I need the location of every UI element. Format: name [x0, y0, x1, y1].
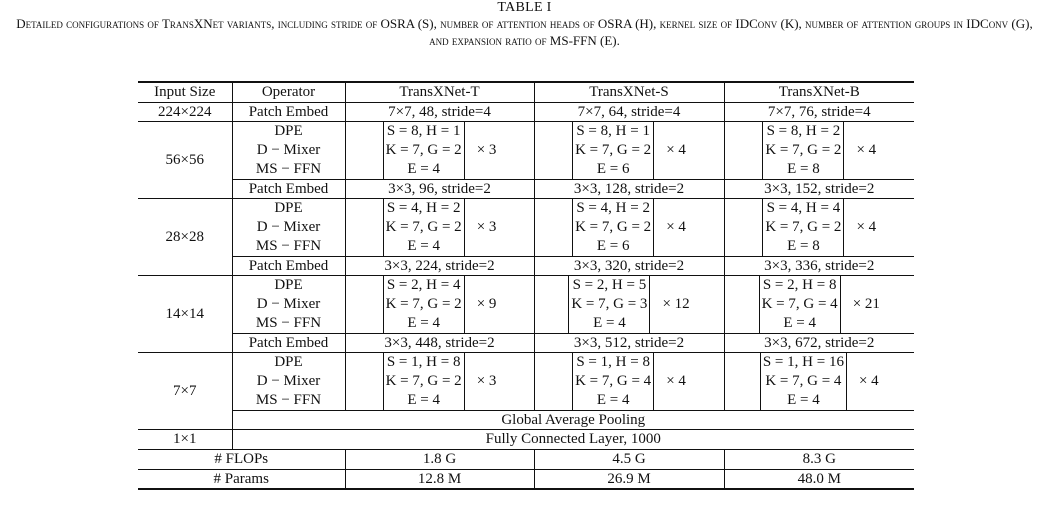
col-header-input-size: Input Size	[138, 82, 232, 102]
block-line: K = 7, G = 2	[765, 218, 842, 235]
params-label: # Params	[138, 469, 345, 489]
block-config	[383, 276, 497, 333]
params-value: 48.0 M	[724, 469, 914, 489]
block-line: S = 1, H = 8	[386, 353, 461, 370]
block-line: S = 4, H = 2	[386, 199, 461, 216]
block-line: S = 2, H = 5	[572, 276, 647, 293]
patch-embed-label: Patch Embed	[232, 256, 345, 275]
fc-layer-cell: Fully Connected Layer, 1000	[232, 429, 914, 449]
block-line: E = 8	[787, 160, 820, 177]
operator-name: MS − FFN	[255, 237, 322, 254]
flops-value: 4.5 G	[534, 449, 724, 469]
block-multiplier: × 3	[476, 142, 497, 158]
block-line: S = 8, H = 2	[766, 122, 841, 139]
block-config-cell	[345, 352, 534, 410]
block-bracket	[383, 353, 465, 410]
col-header-model: TransXNet-B	[724, 82, 914, 102]
input-size-cell: 14×14	[138, 275, 232, 352]
block-line: S = 8, H = 1	[576, 122, 650, 139]
patch-embed-value: 3×3, 672, stride=2	[724, 333, 914, 352]
flops-row	[138, 449, 914, 469]
table-caption	[0, 0, 1049, 49]
block-line: K = 7, G = 2	[385, 141, 462, 158]
block-line: E = 4	[596, 391, 630, 408]
block-line: K = 7, G = 4	[761, 295, 838, 312]
block-line: S = 2, H = 4	[386, 276, 461, 293]
patch-embed-value: 3×3, 96, stride=2	[345, 179, 534, 198]
patch-embed-label: Patch Embed	[232, 102, 345, 121]
block-line: S = 8, H = 1	[386, 122, 461, 139]
params-row	[138, 469, 914, 489]
params-value: 12.8 M	[345, 469, 534, 489]
block-line: K = 7, G = 2	[575, 141, 652, 158]
block-multiplier: × 4	[856, 219, 877, 235]
block-multiplier: × 4	[666, 142, 686, 158]
block-config-cell	[724, 352, 914, 410]
block-line: S = 4, H = 4	[766, 199, 841, 216]
block-config-cell	[345, 198, 534, 256]
block-config	[568, 276, 689, 333]
block-config	[760, 353, 879, 410]
block-bracket	[762, 122, 844, 179]
input-size-cell: 28×28	[138, 198, 232, 275]
block-multiplier: × 9	[476, 296, 497, 312]
block-config-cell	[345, 275, 534, 333]
block-config-cell	[534, 121, 724, 179]
block-line: K = 7, G = 2	[385, 218, 462, 235]
operator-name: DPE	[274, 199, 303, 216]
patch-embed-label: Patch Embed	[232, 333, 345, 352]
block-line: E = 4	[787, 391, 820, 408]
operator-name: D − Mixer	[256, 218, 321, 235]
block-bracket	[762, 199, 844, 256]
input-size-cell: 7×7	[138, 352, 232, 429]
block-line: E = 4	[593, 314, 626, 331]
block-config	[572, 353, 686, 410]
block-line: S = 1, H = 16	[762, 353, 844, 370]
block-line: E = 6	[596, 237, 630, 254]
block-bracket	[383, 276, 465, 333]
params-value: 26.9 M	[534, 469, 724, 489]
block-multiplier: × 4	[666, 373, 686, 389]
block-config	[572, 122, 686, 179]
block-config	[762, 122, 876, 179]
patch-embed-value: 7×7, 48, stride=4	[345, 102, 534, 121]
fc-row	[138, 429, 914, 449]
block-bracket	[760, 353, 847, 410]
block-line: S = 1, H = 8	[576, 353, 650, 370]
pooling-row	[138, 410, 914, 429]
block-bracket	[568, 276, 650, 333]
block-config-cell	[724, 198, 914, 256]
block-config	[383, 353, 497, 410]
header-row	[138, 82, 914, 102]
input-size-cell: 1×1	[138, 429, 232, 449]
block-config-cell	[345, 121, 534, 179]
operator-name: DPE	[274, 276, 303, 293]
patch-embed-row	[138, 333, 914, 352]
block-bracket	[572, 122, 654, 179]
block-line: K = 7, G = 2	[385, 295, 462, 312]
block-config-cell	[534, 198, 724, 256]
caption-text: Detailed configurations of TransXNet variants, including stride of OSRA (S), number of attention heads of OSRA (H), kernel size of IDConv (K), number of attention groups in IDConv (G), and expansion ratio of MS-FFN (E).	[16, 16, 1033, 48]
block-line: K = 7, G = 4	[765, 372, 842, 389]
block-multiplier: × 3	[476, 373, 497, 389]
block-config	[759, 276, 880, 333]
block-line: K = 7, G = 2	[385, 372, 462, 389]
block-bracket	[572, 199, 654, 256]
block-line: E = 4	[407, 391, 440, 408]
patch-embed-value: 3×3, 152, stride=2	[724, 179, 914, 198]
block-line: E = 6	[596, 160, 630, 177]
block-multiplier: × 4	[858, 373, 879, 389]
operator-cell	[232, 352, 345, 410]
operator-name: D − Mixer	[256, 141, 321, 158]
operator-cell	[232, 198, 345, 256]
block-config-cell	[724, 275, 914, 333]
input-size-cell: 224×224	[138, 102, 232, 121]
stage-block-row	[138, 275, 914, 333]
flops-label: # FLOPs	[138, 449, 345, 469]
operator-name: MS − FFN	[255, 160, 322, 177]
block-config-cell	[724, 121, 914, 179]
patch-embed-value: 7×7, 76, stride=4	[724, 102, 914, 121]
operator-cell	[232, 121, 345, 179]
block-line: S = 4, H = 2	[576, 199, 650, 216]
patch-embed-row	[138, 256, 914, 275]
block-line: E = 4	[783, 314, 816, 331]
block-line: S = 2, H = 8	[762, 276, 837, 293]
block-config-cell	[534, 352, 724, 410]
patch-embed-value: 3×3, 128, stride=2	[534, 179, 724, 198]
global-pooling-cell: Global Average Pooling	[232, 410, 914, 429]
stage-block-row	[138, 352, 914, 410]
block-line: K = 7, G = 2	[575, 218, 652, 235]
patch-embed-value: 3×3, 336, stride=2	[724, 256, 914, 275]
block-config	[383, 122, 497, 179]
operator-cell	[232, 275, 345, 333]
block-bracket	[383, 122, 465, 179]
operator-name: DPE	[274, 122, 303, 139]
block-line: E = 4	[407, 237, 440, 254]
block-multiplier: × 21	[852, 296, 880, 312]
flops-value: 8.3 G	[724, 449, 914, 469]
block-config-cell	[534, 275, 724, 333]
block-bracket	[759, 276, 841, 333]
patch-embed-row	[138, 179, 914, 198]
table-label: TABLE I	[497, 0, 552, 15]
block-multiplier: × 4	[666, 219, 686, 235]
stage-block-row	[138, 121, 914, 179]
block-bracket	[383, 199, 465, 256]
operator-name: MS − FFN	[255, 391, 322, 408]
operator-name: D − Mixer	[256, 372, 321, 389]
block-config	[383, 199, 497, 256]
block-bracket	[572, 353, 654, 410]
block-line: E = 8	[787, 237, 820, 254]
operator-name: MS − FFN	[255, 314, 322, 331]
stage-block-row	[138, 198, 914, 256]
block-multiplier: × 3	[476, 219, 497, 235]
block-multiplier: × 12	[662, 296, 690, 312]
col-header-operator: Operator	[232, 82, 345, 102]
col-header-model: TransXNet-T	[345, 82, 534, 102]
block-line: E = 4	[407, 160, 440, 177]
block-config	[572, 199, 686, 256]
block-line: K = 7, G = 3	[571, 295, 648, 312]
operator-name: DPE	[274, 353, 303, 370]
flops-value: 1.8 G	[345, 449, 534, 469]
patch-embed-value: 3×3, 448, stride=2	[345, 333, 534, 352]
patch-embed-value: 3×3, 512, stride=2	[534, 333, 724, 352]
patch-embed-value: 3×3, 224, stride=2	[345, 256, 534, 275]
input-size-cell: 56×56	[138, 121, 232, 198]
block-line: E = 4	[407, 314, 440, 331]
block-line: K = 7, G = 2	[765, 141, 842, 158]
block-line: K = 7, G = 4	[575, 372, 652, 389]
col-header-model: TransXNet-S	[534, 82, 724, 102]
patch-embed-value: 7×7, 64, stride=4	[534, 102, 724, 121]
patch-embed-label: Patch Embed	[232, 179, 345, 198]
stem-row	[138, 102, 914, 121]
block-multiplier: × 4	[856, 142, 877, 158]
operator-name: D − Mixer	[256, 295, 321, 312]
config-table	[138, 81, 914, 490]
block-config	[762, 199, 876, 256]
patch-embed-value: 3×3, 320, stride=2	[534, 256, 724, 275]
